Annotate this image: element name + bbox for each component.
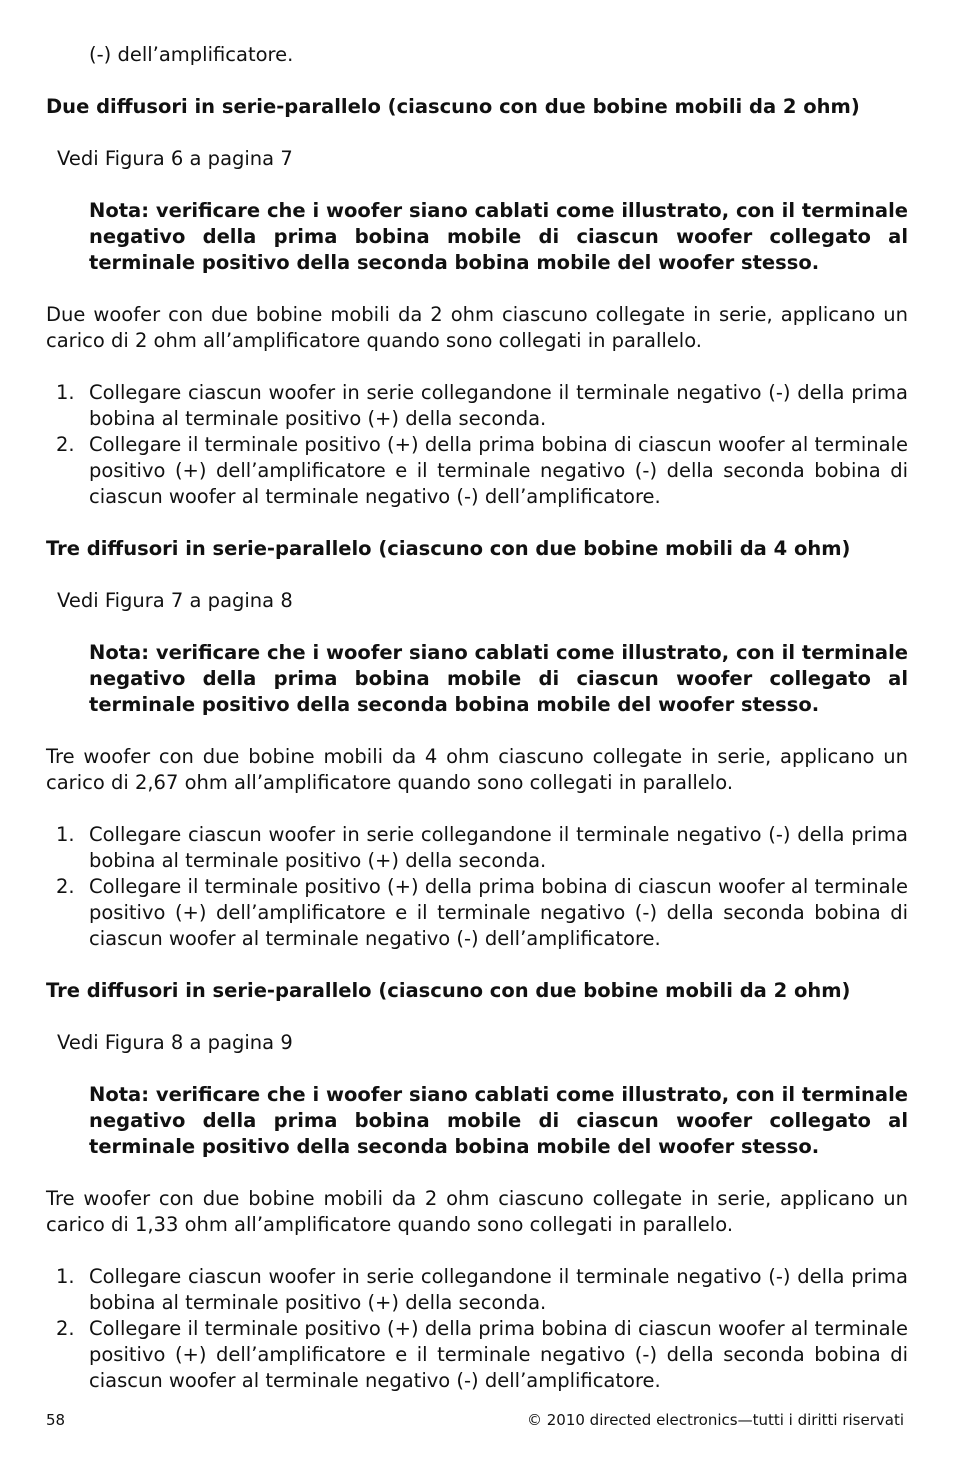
list-item [46, 432, 908, 510]
list-item [46, 1316, 908, 1394]
note-text: Nota: verificare che i woofer siano cablati come illustrato, con il terminale negativo della prima bobina mobile di ciascun woofer collegato al terminale positivo della seconda bobina mobile del woofer stesso. [89, 199, 908, 274]
description-paragraph: Tre woofer con due bobine mobili da 4 ohm ciascuno collegate in serie, applicano un carico di 2,67 ohm all’amplificatore quando sono collegati in parallelo. [46, 745, 908, 794]
section-heading: Due diffusori in serie-parallelo (ciascuno con due bobine mobili da 2 ohm) [46, 95, 860, 118]
page-number: 58 [46, 1411, 66, 1429]
step-text: Collegare il terminale positivo (+) della prima bobina di ciascun woofer al terminale positivo (+) dell’amplificatore e il terminale negativo (-) della seconda bobina di ciascun woofer al terminale negativo (-) dell’amplificatore. [89, 1317, 908, 1392]
steps-list [46, 380, 908, 510]
note-text: Nota: verificare che i woofer siano cablati come illustrato, con il terminale negativo della prima bobina mobile di ciascun woofer collegato al terminale positivo della seconda bobina mobile del woofer stesso. [89, 1083, 908, 1158]
step-text: Collegare il terminale positivo (+) della prima bobina di ciascun woofer al terminale positivo (+) dell’amplificatore e il terminale negativo (-) della seconda bobina di ciascun woofer al terminale negativo (-) dell’amplificatore. [89, 433, 908, 508]
step-text: Collegare ciascun woofer in serie collegandone il terminale negativo (-) della prima bobina al terminale positivo (+) della seconda. [89, 823, 908, 872]
continued-text: (-) dell’amplificatore. [89, 43, 294, 66]
page-content [46, 42, 908, 1420]
figure-reference: Vedi Figura 7 a pagina 8 [57, 589, 293, 612]
note-text: Nota: verificare che i woofer siano cablati come illustrato, con il terminale negativo della prima bobina mobile di ciascun woofer collegato al terminale positivo della seconda bobina mobile del woofer stesso. [89, 641, 908, 716]
steps-list [46, 822, 908, 952]
section-three-speakers-2ohm [46, 978, 908, 1394]
steps-list [46, 1264, 908, 1394]
step-text: Collegare ciascun woofer in serie collegandone il terminale negativo (-) della prima bobina al terminale positivo (+) della seconda. [89, 381, 908, 430]
step-number: 2. [56, 433, 75, 456]
description-paragraph: Due woofer con due bobine mobili da 2 ohm ciascuno collegate in serie, applicano un carico di 2 ohm all’amplificatore quando sono collegati in parallelo. [46, 303, 908, 352]
figure-reference: Vedi Figura 8 a pagina 9 [57, 1031, 293, 1054]
step-number: 1. [56, 1265, 75, 1288]
figure-reference: Vedi Figura 6 a pagina 7 [57, 147, 293, 170]
description-paragraph: Tre woofer con due bobine mobili da 2 ohm ciascuno collegate in serie, applicano un carico di 1,33 ohm all’amplificatore quando sono collegati in parallelo. [46, 1187, 908, 1236]
section-heading: Tre diffusori in serie-parallelo (ciascuno con due bobine mobili da 2 ohm) [46, 979, 851, 1002]
list-item [46, 822, 908, 874]
step-text: Collegare ciascun woofer in serie collegandone il terminale negativo (-) della prima bobina al terminale positivo (+) della seconda. [89, 1265, 908, 1314]
step-number: 1. [56, 381, 75, 404]
list-item [46, 380, 908, 432]
list-item [46, 1264, 908, 1316]
section-three-speakers-4ohm [46, 536, 908, 952]
step-number: 1. [56, 823, 75, 846]
step-text: Collegare il terminale positivo (+) della prima bobina di ciascun woofer al terminale positivo (+) dell’amplificatore e il terminale negativo (-) della seconda bobina di ciascun woofer al terminale negativo (-) dell’amplificatore. [89, 875, 908, 950]
list-item [46, 874, 908, 952]
step-number: 2. [56, 875, 75, 898]
step-number: 2. [56, 1317, 75, 1340]
section-heading: Tre diffusori in serie-parallelo (ciascuno con due bobine mobili da 4 ohm) [46, 537, 851, 560]
section-two-speakers-2ohm [46, 94, 908, 510]
copyright-notice: © 2010 directed electronics—tutti i diritti riservati [526, 1411, 904, 1429]
